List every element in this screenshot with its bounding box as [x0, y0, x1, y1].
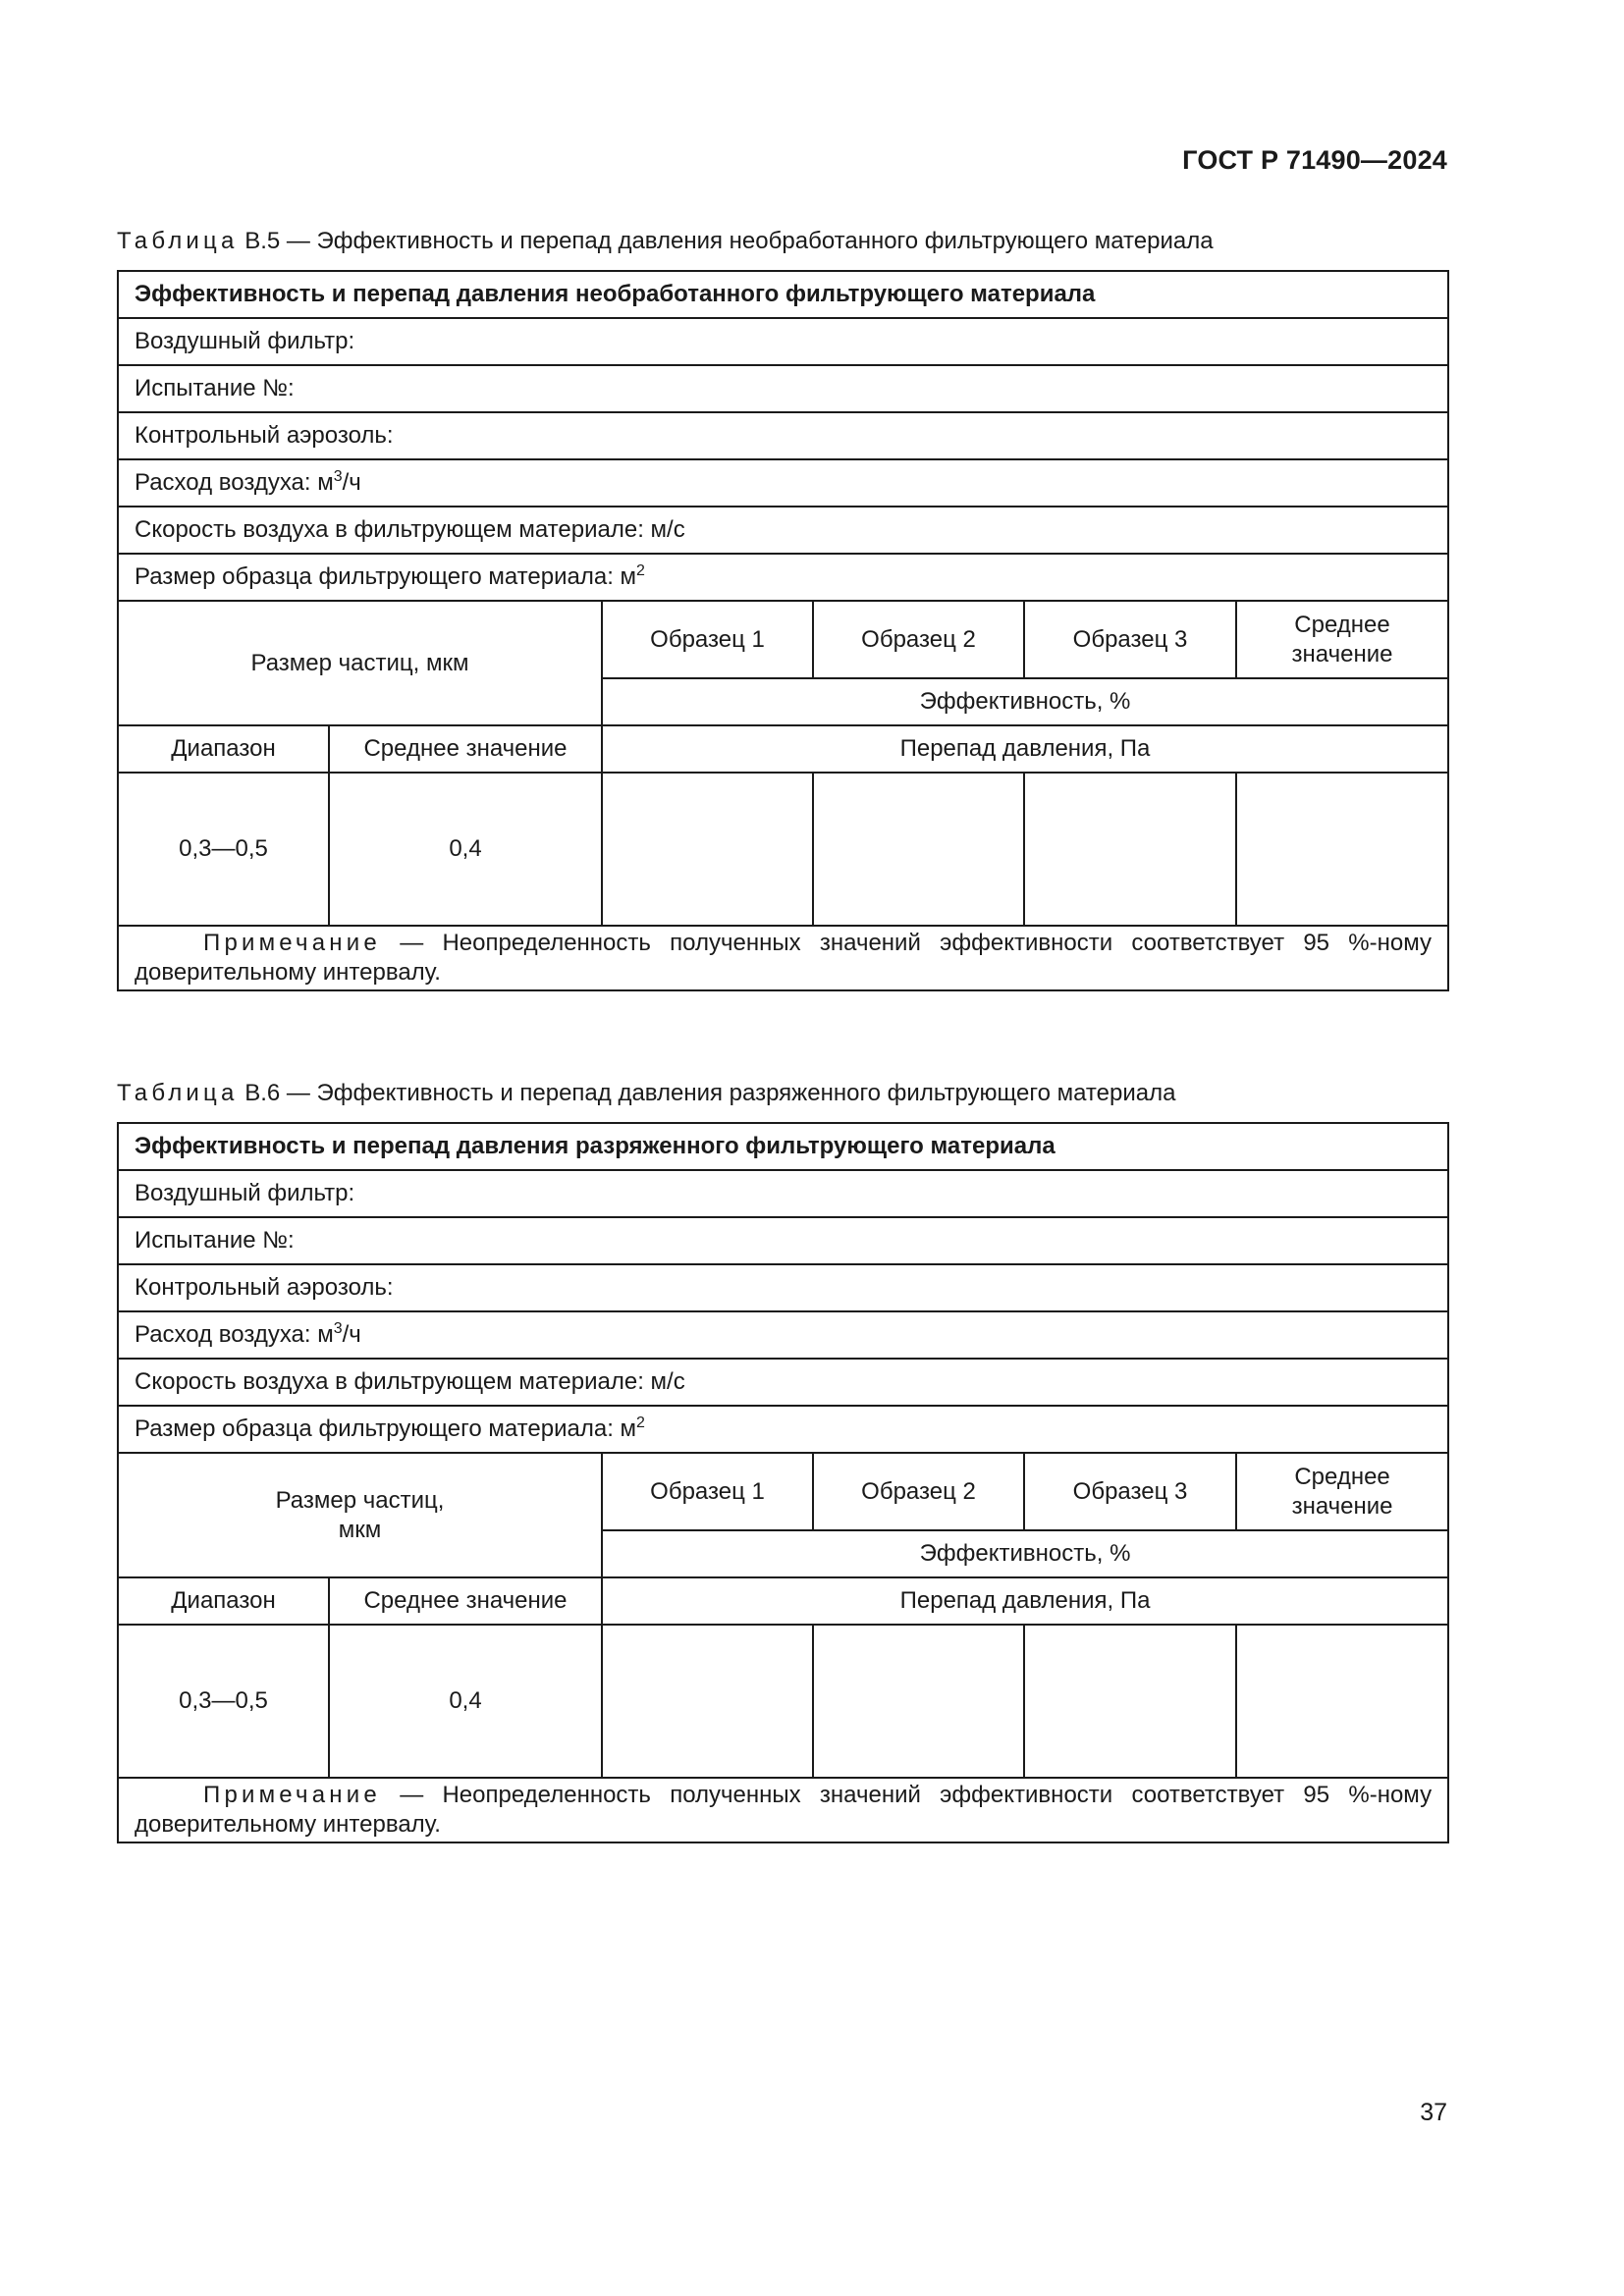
- caption-prefix: Таблица: [117, 1080, 239, 1106]
- efficiency-header: Эффективность, %: [602, 1530, 1448, 1577]
- note-label: Примечание: [203, 1782, 381, 1808]
- sample-size-field: Размер образца фильтрующего материала: $м^2$: [118, 554, 1448, 601]
- air-flow-field: Расход воздуха: $м^3/ч$: [118, 1311, 1448, 1359]
- form-table-b6: [117, 1122, 1449, 1843]
- table-note: [118, 926, 1448, 990]
- air-filter-field: Воздушный фильтр:: [118, 1170, 1448, 1217]
- sample-3-header: Образец 3: [1024, 1453, 1236, 1530]
- sample-2-header: Образец 2: [813, 1453, 1024, 1530]
- sample-2-cell: [813, 1625, 1024, 1778]
- note-label: Примечание: [203, 930, 381, 956]
- form-table-b5: [117, 270, 1449, 991]
- table-caption: [117, 228, 1214, 255]
- range-header: Диапазон: [118, 1577, 329, 1625]
- air-velocity-field: Скорость воздуха в фильтрующем материале: м/с: [118, 507, 1448, 554]
- air-filter-field: Воздушный фильтр:: [118, 318, 1448, 365]
- table-note: [118, 1778, 1448, 1842]
- caption-text: В.5 — Эффективность и перепад давления необработанного фильтрующего материала: [244, 228, 1214, 254]
- mean-value-header: Среднее значение: [1236, 1453, 1448, 1530]
- test-number-field: Испытание №:: [118, 1217, 1448, 1264]
- pressure-drop-header: Перепад давления, Па: [602, 725, 1448, 773]
- sample-1-cell: [602, 773, 813, 926]
- note-text: — Неопределенность полученных значений эффективности соответствует 95 %-ному доверительному интервалу.: [135, 1782, 1433, 1838]
- aerosol-field: Контрольный аэрозоль:: [118, 412, 1448, 459]
- note-text: — Неопределенность полученных значений эффективности соответствует 95 %-ному доверительному интервалу.: [135, 930, 1432, 986]
- air-flow-field: Расход воздуха: $м^3/ч$: [118, 459, 1448, 507]
- mean-header: Среднее значение: [329, 725, 602, 773]
- row-range-value: 0,3—0,5: [118, 773, 329, 926]
- caption-prefix: Таблица: [117, 228, 239, 254]
- row-mean-value: 0,4: [329, 1625, 602, 1778]
- row-range-value: 0,3—0,5: [118, 1625, 329, 1778]
- document-code: ГОСТ Р 71490—2024: [1182, 145, 1447, 175]
- table-heading: Эффективность и перепад давления необработанного фильтрующего материала: [118, 271, 1448, 318]
- efficiency-header: Эффективность, %: [602, 678, 1448, 725]
- mean-value-header: Среднее значение: [1236, 601, 1448, 678]
- particle-size-header: Размер частиц, мкм: [118, 1453, 602, 1577]
- mean-header: Среднее значение: [329, 1577, 602, 1625]
- mean-value-cell: [1236, 773, 1448, 926]
- sample-1-cell: [602, 1625, 813, 1778]
- pressure-drop-header: Перепад давления, Па: [602, 1577, 1448, 1625]
- mean-value-cell: [1236, 1625, 1448, 1778]
- page-number: 37: [1420, 2099, 1447, 2126]
- sample-3-cell: [1024, 1625, 1236, 1778]
- row-mean-value: 0,4: [329, 773, 602, 926]
- range-header: Диапазон: [118, 725, 329, 773]
- sample-3-header: Образец 3: [1024, 601, 1236, 678]
- test-number-field: Испытание №:: [118, 365, 1448, 412]
- sample-1-header: Образец 1: [602, 601, 813, 678]
- air-velocity-field: Скорость воздуха в фильтрующем материале: м/с: [118, 1359, 1448, 1406]
- aerosol-field: Контрольный аэрозоль:: [118, 1264, 1448, 1311]
- sample-2-header: Образец 2: [813, 601, 1024, 678]
- particle-size-header: Размер частиц, мкм: [118, 601, 602, 725]
- sample-3-cell: [1024, 773, 1236, 926]
- table-heading: Эффективность и перепад давления разряженного фильтрующего материала: [118, 1123, 1448, 1170]
- sample-2-cell: [813, 773, 1024, 926]
- sample-size-field: Размер образца фильтрующего материала: $м^2$: [118, 1406, 1448, 1453]
- table-caption: [117, 1080, 1175, 1107]
- sample-1-header: Образец 1: [602, 1453, 813, 1530]
- caption-text: В.6 — Эффективность и перепад давления разряженного фильтрующего материала: [244, 1080, 1176, 1106]
